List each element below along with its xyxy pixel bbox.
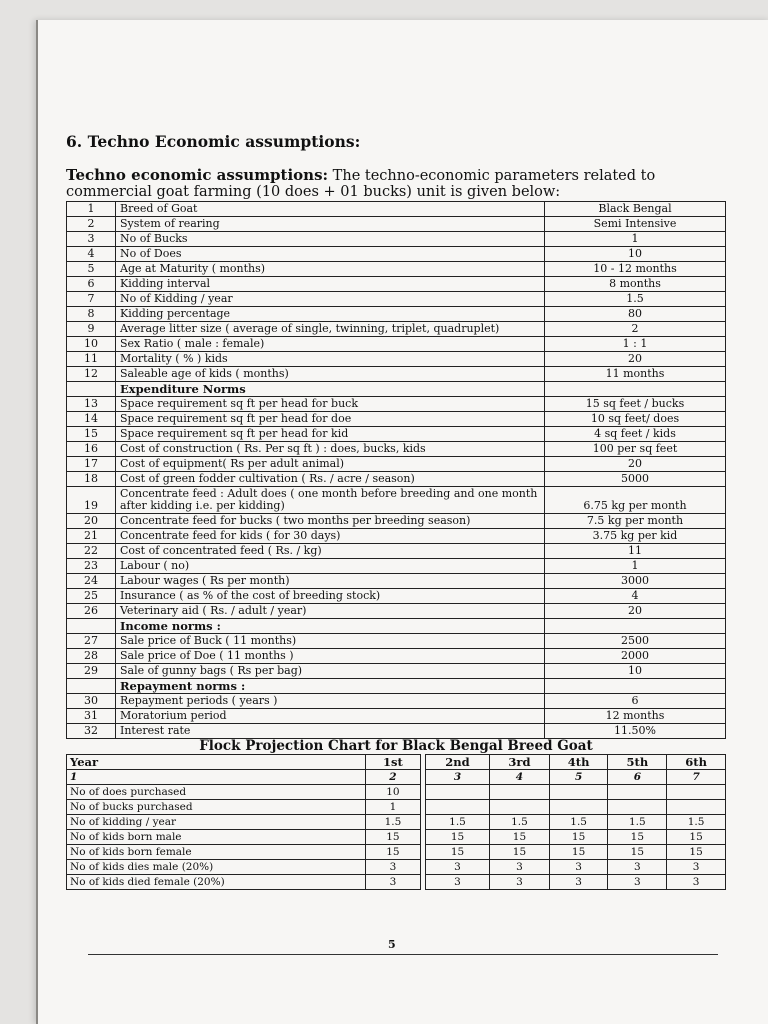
- section-heading-row: [67, 382, 726, 397]
- flock-cell: 15: [425, 845, 489, 860]
- parameter-row: [67, 589, 726, 604]
- parameter-number: 2: [67, 217, 116, 232]
- parameter-value: Black Bengal: [545, 202, 726, 217]
- flock-cell: 15: [366, 830, 421, 845]
- parameter-description: Space requirement sq ft per head for kid: [116, 427, 545, 442]
- parameter-value: 10 sq feet/ does: [545, 412, 726, 427]
- parameter-row: [67, 472, 726, 487]
- flock-cell: 15: [608, 845, 667, 860]
- parameter-number: 10: [67, 337, 116, 352]
- parameter-number: [67, 679, 116, 694]
- parameter-row: [67, 664, 726, 679]
- parameters-table: [66, 201, 726, 739]
- parameter-description: Expenditure Norms: [116, 382, 545, 397]
- flock-cell: 5th: [608, 755, 667, 770]
- flock-cell: 3: [549, 860, 608, 875]
- parameter-value: 4: [545, 589, 726, 604]
- parameter-number: 31: [67, 709, 116, 724]
- parameter-number: 15: [67, 427, 116, 442]
- flock-cell: 1.5: [608, 815, 667, 830]
- parameter-row: [67, 529, 726, 544]
- flock-subheader-row: [67, 770, 726, 785]
- parameter-value: 8 months: [545, 277, 726, 292]
- parameter-number: 5: [67, 262, 116, 277]
- parameter-row: [67, 724, 726, 739]
- parameter-description: Repayment norms :: [116, 679, 545, 694]
- parameter-description: Space requirement sq ft per head for buck: [116, 397, 545, 412]
- parameter-description: Cost of equipment( Rs per adult animal): [116, 457, 545, 472]
- flock-cell: [490, 785, 550, 800]
- parameter-value: 10: [545, 247, 726, 262]
- parameter-description: Age at Maturity ( months): [116, 262, 545, 277]
- parameter-row: [67, 634, 726, 649]
- parameter-number: 4: [67, 247, 116, 262]
- parameter-row: [67, 322, 726, 337]
- flock-cell: 3: [608, 860, 667, 875]
- parameter-description: Kidding interval: [116, 277, 545, 292]
- parameter-value: 2500: [545, 634, 726, 649]
- parameter-description: Income norms :: [116, 619, 545, 634]
- flock-cell: 1.5: [425, 815, 489, 830]
- flock-cell: 3: [425, 875, 489, 890]
- parameter-number: 6: [67, 277, 116, 292]
- parameter-description: No of Kidding / year: [116, 292, 545, 307]
- parameter-value: 3.75 kg per kid: [545, 529, 726, 544]
- flock-cell: [667, 785, 726, 800]
- flock-cell: [549, 785, 608, 800]
- flock-cell: 15: [425, 830, 489, 845]
- flock-cell: 15: [366, 845, 421, 860]
- parameter-number: 22: [67, 544, 116, 559]
- parameter-number: 30: [67, 694, 116, 709]
- flock-row-label: No of kids dies male (20%): [67, 860, 366, 875]
- page-number: 5: [388, 938, 396, 951]
- flock-projection-table: [66, 754, 726, 890]
- parameter-row: [67, 574, 726, 589]
- parameter-value: 20: [545, 352, 726, 367]
- flock-cell: 15: [667, 830, 726, 845]
- parameter-number: 28: [67, 649, 116, 664]
- flock-cell: 15: [490, 845, 550, 860]
- parameter-number: 7: [67, 292, 116, 307]
- parameter-value: 20: [545, 457, 726, 472]
- parameter-description: Sex Ratio ( male : female): [116, 337, 545, 352]
- flock-cell: 1: [366, 800, 421, 815]
- parameter-description: Moratorium period: [116, 709, 545, 724]
- parameter-description: Breed of Goat: [116, 202, 545, 217]
- parameter-row: [67, 457, 726, 472]
- flock-cell: 3: [549, 875, 608, 890]
- parameter-value: [545, 679, 726, 694]
- flock-cell: [425, 785, 489, 800]
- parameter-row: [67, 202, 726, 217]
- flock-cell: [608, 800, 667, 815]
- flock-cell: 3rd: [490, 755, 550, 770]
- parameter-description: Labour ( no): [116, 559, 545, 574]
- parameter-description: Mortality ( % ) kids: [116, 352, 545, 367]
- parameter-row: [67, 217, 726, 232]
- parameter-value: 5000: [545, 472, 726, 487]
- parameter-value: 1: [545, 232, 726, 247]
- flock-cell: 3: [490, 875, 550, 890]
- parameter-number: 9: [67, 322, 116, 337]
- intro-paragraph: [66, 167, 726, 200]
- parameter-value: 11 months: [545, 367, 726, 382]
- flock-cell: 2nd: [425, 755, 489, 770]
- flock-cell: 3: [608, 875, 667, 890]
- parameter-value: 2000: [545, 649, 726, 664]
- parameter-description: Space requirement sq ft per head for doe: [116, 412, 545, 427]
- parameter-value: 11: [545, 544, 726, 559]
- parameter-value: 1: [545, 559, 726, 574]
- flock-cell: [425, 800, 489, 815]
- parameter-row: [67, 604, 726, 619]
- page-content: [66, 132, 726, 890]
- flock-row-label: No of kids died female (20%): [67, 875, 366, 890]
- flock-cell: 4: [490, 770, 550, 785]
- parameter-row: [67, 514, 726, 529]
- parameter-description: Veterinary aid ( Rs. / adult / year): [116, 604, 545, 619]
- flock-cell: 1.5: [490, 815, 550, 830]
- parameter-value: [545, 619, 726, 634]
- flock-cell: 15: [667, 845, 726, 860]
- flock-chart-title: Flock Projection Chart for Black Bengal Breed Goat: [199, 738, 593, 754]
- parameter-description: Sale price of Doe ( 11 months ): [116, 649, 545, 664]
- flock-row: [67, 815, 726, 830]
- flock-cell: 3: [366, 875, 421, 890]
- parameter-description: Kidding percentage: [116, 307, 545, 322]
- parameter-value: 10 - 12 months: [545, 262, 726, 277]
- flock-row: [67, 830, 726, 845]
- parameter-description: Interest rate: [116, 724, 545, 739]
- parameter-value: 6: [545, 694, 726, 709]
- parameter-number: 25: [67, 589, 116, 604]
- parameter-row: [67, 412, 726, 427]
- flock-cell: 1st: [366, 755, 421, 770]
- flock-cell: 5: [549, 770, 608, 785]
- parameter-row: [67, 277, 726, 292]
- flock-row: [67, 875, 726, 890]
- parameter-value: 1.5: [545, 292, 726, 307]
- flock-cell: 15: [549, 845, 608, 860]
- parameter-value: 7.5 kg per month: [545, 514, 726, 529]
- parameter-description: Cost of concentrated feed ( Rs. / kg): [116, 544, 545, 559]
- parameter-number: 21: [67, 529, 116, 544]
- parameter-number: [67, 382, 116, 397]
- parameter-number: 20: [67, 514, 116, 529]
- parameter-row: [67, 292, 726, 307]
- parameter-row: [67, 559, 726, 574]
- flock-cell: 7: [667, 770, 726, 785]
- parameter-row: [67, 544, 726, 559]
- parameter-value: 15 sq feet / bucks: [545, 397, 726, 412]
- flock-cell: 3: [490, 860, 550, 875]
- flock-cell: [667, 800, 726, 815]
- flock-row: [67, 845, 726, 860]
- parameter-row: [67, 442, 726, 457]
- flock-row: [67, 785, 726, 800]
- document-page: [36, 20, 768, 1024]
- intro-bold-lead: Techno economic assumptions:: [66, 166, 329, 184]
- parameter-row: [67, 247, 726, 262]
- parameter-number: 16: [67, 442, 116, 457]
- flock-row: [67, 800, 726, 815]
- flock-row-label: 1: [67, 770, 366, 785]
- parameter-row: [67, 262, 726, 277]
- parameter-row: [67, 709, 726, 724]
- parameter-description: Concentrate feed for kids ( for 30 days): [116, 529, 545, 544]
- parameter-description: Insurance ( as % of the cost of breeding stock): [116, 589, 545, 604]
- parameter-description: No of Bucks: [116, 232, 545, 247]
- flock-row-label: Year: [67, 755, 366, 770]
- flock-cell: 3: [667, 860, 726, 875]
- parameter-value: 100 per sq feet: [545, 442, 726, 457]
- parameter-row: [67, 307, 726, 322]
- parameter-value: 4 sq feet / kids: [545, 427, 726, 442]
- section-heading-row: [67, 679, 726, 694]
- parameter-row: [67, 649, 726, 664]
- parameter-description: System of rearing: [116, 217, 545, 232]
- parameter-row: [67, 694, 726, 709]
- flock-cell: 6th: [667, 755, 726, 770]
- parameter-value: 6.75 kg per month: [545, 487, 726, 514]
- footer-rule: [88, 954, 718, 955]
- parameter-row: [67, 352, 726, 367]
- flock-cell: 15: [490, 830, 550, 845]
- flock-cell: 10: [366, 785, 421, 800]
- flock-cell: 3: [667, 875, 726, 890]
- section-heading: 6. Techno Economic assumptions:: [66, 132, 361, 151]
- flock-cell: 2: [366, 770, 421, 785]
- parameter-value: [545, 382, 726, 397]
- flock-cell: [490, 800, 550, 815]
- parameter-number: 24: [67, 574, 116, 589]
- parameter-description: Average litter size ( average of single, twinning, triplet, quadruplet): [116, 322, 545, 337]
- parameter-value: 1 : 1: [545, 337, 726, 352]
- parameter-row: [67, 367, 726, 382]
- flock-cell: [608, 785, 667, 800]
- flock-cell: 1.5: [667, 815, 726, 830]
- parameter-description: Concentrate feed for bucks ( two months per breeding season): [116, 514, 545, 529]
- flock-cell: 1.5: [366, 815, 421, 830]
- flock-row-label: No of does purchased: [67, 785, 366, 800]
- parameter-row: [67, 232, 726, 247]
- parameter-number: 29: [67, 664, 116, 679]
- flock-cell: 1.5: [549, 815, 608, 830]
- parameter-description: No of Does: [116, 247, 545, 262]
- flock-row-label: No of kidding / year: [67, 815, 366, 830]
- flock-row-label: No of kids born male: [67, 830, 366, 845]
- flock-cell: 15: [608, 830, 667, 845]
- parameter-row: [67, 337, 726, 352]
- flock-cell: [549, 800, 608, 815]
- flock-row: [67, 860, 726, 875]
- parameter-row: [67, 487, 726, 514]
- parameter-number: 1: [67, 202, 116, 217]
- parameter-number: 3: [67, 232, 116, 247]
- parameter-description: Repayment periods ( years ): [116, 694, 545, 709]
- parameter-number: 18: [67, 472, 116, 487]
- parameter-description: Sale of gunny bags ( Rs per bag): [116, 664, 545, 679]
- parameter-description: Sale price of Buck ( 11 months): [116, 634, 545, 649]
- parameter-description: Cost of construction ( Rs. Per sq ft ) : does, bucks, kids: [116, 442, 545, 457]
- parameter-description: Cost of green fodder cultivation ( Rs. / acre / season): [116, 472, 545, 487]
- parameter-description: Saleable age of kids ( months): [116, 367, 545, 382]
- flock-cell: 6: [608, 770, 667, 785]
- parameter-row: [67, 397, 726, 412]
- parameter-value: Semi Intensive: [545, 217, 726, 232]
- parameter-row: [67, 427, 726, 442]
- parameter-number: 26: [67, 604, 116, 619]
- parameter-number: [67, 619, 116, 634]
- parameter-description: Concentrate feed : Adult does ( one month before breeding and one month after kidding i.e. per kidding): [116, 487, 545, 514]
- parameter-value: 10: [545, 664, 726, 679]
- parameter-number: 8: [67, 307, 116, 322]
- flock-cell: 3: [425, 770, 489, 785]
- flock-row-label: No of kids born female: [67, 845, 366, 860]
- parameter-value: 20: [545, 604, 726, 619]
- parameter-number: 14: [67, 412, 116, 427]
- parameter-description: Labour wages ( Rs per month): [116, 574, 545, 589]
- intro-text: The techno-economic parameters related to commercial goat farming (10 does + 01 bucks) unit is given below:: [66, 168, 656, 200]
- parameter-number: 13: [67, 397, 116, 412]
- parameter-value: 2: [545, 322, 726, 337]
- flock-cell: 3: [366, 860, 421, 875]
- parameter-value: 12 months: [545, 709, 726, 724]
- parameter-number: 17: [67, 457, 116, 472]
- flock-header-row: [67, 755, 726, 770]
- parameter-value: 80: [545, 307, 726, 322]
- parameter-number: 27: [67, 634, 116, 649]
- parameter-value: 11.50%: [545, 724, 726, 739]
- section-heading-row: [67, 619, 726, 634]
- parameter-number: 32: [67, 724, 116, 739]
- flock-cell: 3: [425, 860, 489, 875]
- parameter-number: 23: [67, 559, 116, 574]
- flock-cell: 15: [549, 830, 608, 845]
- flock-row-label: No of bucks purchased: [67, 800, 366, 815]
- parameter-number: 19: [67, 487, 116, 514]
- parameter-number: 12: [67, 367, 116, 382]
- flock-cell: 4th: [549, 755, 608, 770]
- parameter-value: 3000: [545, 574, 726, 589]
- parameter-number: 11: [67, 352, 116, 367]
